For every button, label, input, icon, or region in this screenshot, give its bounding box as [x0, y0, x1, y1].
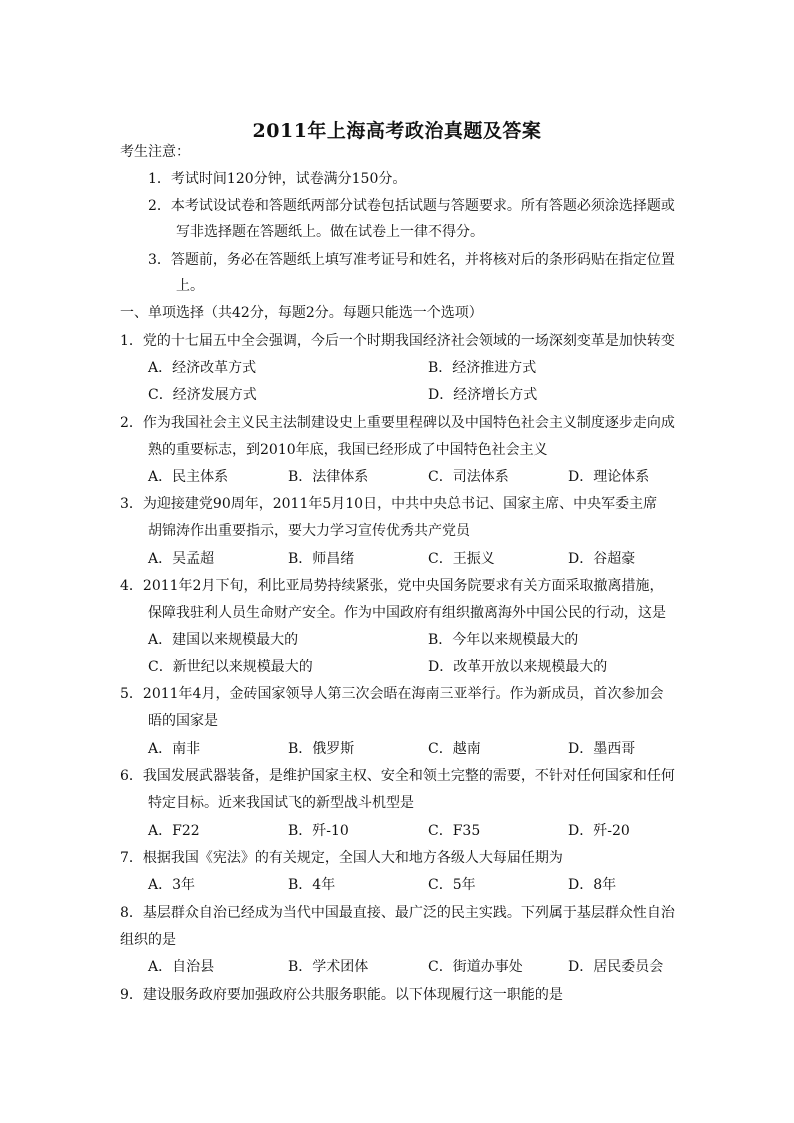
option-a: A．吴孟超 [148, 551, 215, 567]
option-c: C．F35 [428, 823, 481, 839]
option-a: A．F22 [148, 823, 200, 839]
option-b: B．经济推进方式 [428, 360, 537, 376]
question-stem: 5．2011年4月，金砖国家领导人第三次会晤在海南三亚举行。作为新成员，首次参加会 [120, 686, 664, 702]
option-a: A．自治县 [148, 959, 215, 975]
question-stem: 7．根据我国《宪法》的有关规定，全国人大和地方各级人大每届任期为 [120, 850, 563, 866]
option-b: B．法律体系 [288, 469, 369, 485]
notice-line: 1．考试时间120分钟，试卷满分150分。 [148, 171, 407, 187]
question-stem: 2．作为我国社会主义民主法制建设史上重要里程碑以及中国特色社会主义制度逐步走向成 [120, 415, 675, 431]
option-d: D．8年 [568, 877, 617, 893]
option-b: B．学术团体 [288, 959, 369, 975]
option-c: C．新世纪以来规模最大的 [148, 659, 313, 675]
option-a: A．建国以来规模最大的 [148, 632, 299, 648]
question-stem: 3．为迎接建党90周年，2011年5月10日，中共中央总书记、国家主席、中央军委主席 [120, 496, 658, 512]
option-a: A．经济改革方式 [148, 360, 257, 376]
option-c: C．越南 [428, 741, 481, 757]
option-c: C．经济发展方式 [148, 387, 257, 403]
question-stem: 保障我驻利人员生命财产安全。作为中国政府有组织撤离海外中国公民的行动，这是 [148, 605, 666, 621]
section-heading: 一、单项选择（共42分，每题2分。每题只能选一个选项） [120, 305, 483, 321]
option-c: C．王振义 [428, 551, 495, 567]
question-stem: 特定目标。近来我国试飞的新型战斗机型是 [148, 795, 414, 811]
option-d: D．墨西哥 [568, 741, 636, 757]
question-stem: 胡锦涛作出重要指示，要大力学习宣传优秀共产党员 [148, 523, 470, 539]
question-stem: 9．建设服务政府要加强政府公共服务职能。以下体现履行这一职能的是 [120, 987, 563, 1003]
option-a: A．南非 [148, 741, 201, 757]
question-stem: 晤的国家是 [148, 713, 218, 729]
option-d: D．改革开放以来规模最大的 [428, 659, 608, 675]
question-stem: 熟的重要标志，到2010年底，我国已经形成了中国特色社会主义 [148, 442, 548, 458]
question-stem: 组织的是 [120, 932, 176, 948]
notice-header: 考生注意： [120, 144, 190, 160]
notice-line: 上。 [176, 278, 204, 294]
option-c: C．街道办事处 [428, 959, 523, 975]
option-d: D．歼-20 [568, 823, 630, 839]
option-d: D．理论体系 [568, 469, 650, 485]
option-b: B．俄罗斯 [288, 741, 355, 757]
option-c: C．司法体系 [428, 469, 509, 485]
question-stem: 6．我国发展武器装备，是维护国家主权、安全和领土完整的需要，不针对任何国家和任何 [120, 768, 675, 784]
option-b: B．今年以来规模最大的 [428, 632, 579, 648]
page-title: 2011年上海高考政治真题及答案 [252, 120, 542, 142]
option-c: C．5年 [428, 877, 476, 893]
notice-line: 写非选择题在答题纸上。做在试卷上一律不得分。 [176, 224, 484, 240]
option-a: A．3年 [148, 877, 196, 893]
option-d: D．居民委员会 [568, 959, 664, 975]
question-stem: 1．党的十七届五中全会强调，今后一个时期我国经济社会领域的一场深刻变革是加快转变 [120, 333, 675, 349]
option-d: D．谷超豪 [568, 551, 636, 567]
option-b: B．师昌绪 [288, 551, 355, 567]
question-stem: 4．2011年2月下旬，利比亚局势持续紧张，党中央国务院要求有关方面采取撤离措施， [120, 578, 664, 594]
option-b: B．歼-10 [288, 823, 349, 839]
question-stem: 8．基层群众自治已经成为当代中国最直接、最广泛的民主实践。下列属于基层群众性自治 [120, 905, 675, 921]
notice-line: 2．本考试设试卷和答题纸两部分试卷包括试题与答题要求。所有答题必须涂选择题或 [148, 198, 675, 214]
option-b: B．4年 [288, 877, 336, 893]
option-d: D．经济增长方式 [428, 387, 538, 403]
notice-line: 3．答题前，务必在答题纸上填写准考证号和姓名，并将核对后的条形码贴在指定位置 [148, 252, 675, 268]
option-a: A．民主体系 [148, 469, 229, 485]
